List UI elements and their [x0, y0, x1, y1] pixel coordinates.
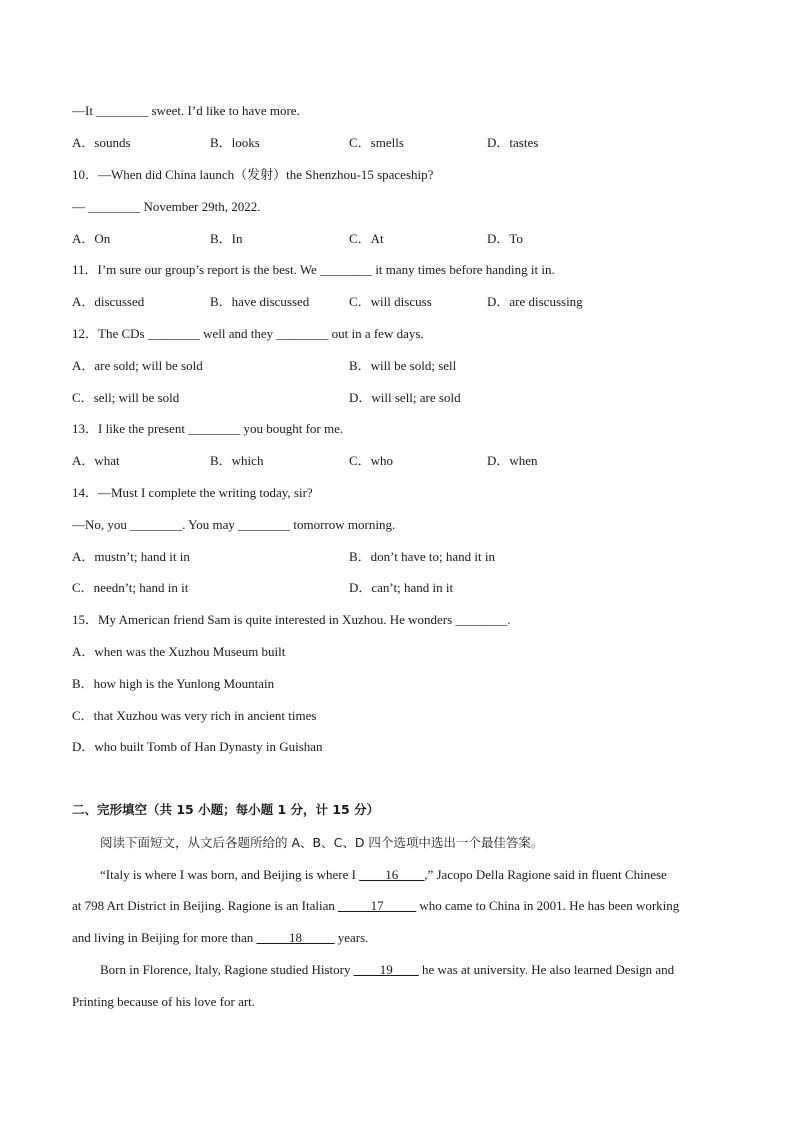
q13-option-d: D．when [487, 453, 538, 468]
q12-option-d: D．will sell; are sold [349, 390, 461, 405]
passage-p2-line2: Printing because of his love for art. [72, 994, 256, 1009]
q15-option-c: C．that Xuzhou was very rich in ancient times [72, 708, 317, 723]
passage-p2-line1 [100, 962, 674, 978]
q15-stem: 15．My American friend Sam is quite interested in Xuzhou. He wonders ________. [72, 612, 511, 627]
blank-16: ____16____ [359, 867, 425, 882]
q9-option-a: A．sounds [72, 135, 131, 150]
q13-option-b: B．which [210, 453, 264, 468]
q13-option-a: A．what [72, 453, 120, 468]
q9-answer-line: —It ________ sweet. I’d like to have more. [72, 103, 300, 118]
q12-option-c: C．sell; will be sold [72, 390, 180, 405]
q14-option-c: C．needn’t; hand in it [72, 580, 189, 595]
passage-text: who came to China in 2001. He has been working [416, 898, 680, 913]
q14-answer-line: —No, you ________. You may ________ tomorrow morning. [72, 517, 396, 532]
q12-option-a: A．are sold; will be sold [72, 358, 203, 373]
passage-text: Born in Florence, Italy, Ragione studied History [100, 962, 354, 977]
q14-option-d: D．can’t; hand in it [349, 580, 454, 595]
q10-option-d: D．To [487, 231, 523, 246]
q10-option-c: C．At [349, 231, 384, 246]
blank-18: _____18_____ [256, 930, 335, 945]
passage-p1-line1 [100, 867, 667, 883]
q14-option-a: A．mustn’t; hand it in [72, 549, 190, 564]
q15-option-d: D．who built Tomb of Han Dynasty in Guishan [72, 739, 323, 754]
q14-stem: 14．—Must I complete the writing today, sir? [72, 485, 313, 500]
q14-option-b: B．don’t have to; hand it in [349, 549, 495, 564]
passage-text: ,” Jacopo Della Ragione said in fluent Chinese [424, 867, 667, 882]
q15-option-b: B．how high is the Yunlong Mountain [72, 676, 275, 691]
q9-option-c: C．smells [349, 135, 404, 150]
blank-17: _____17_____ [338, 898, 417, 913]
passage-text: and living in Beijing for more than [72, 930, 257, 945]
q11-option-d: D．are discussing [487, 294, 583, 309]
section2-heading: 二、完形填空（共 15 小题；每小题 1 分，计 15 分） [72, 802, 380, 817]
q15-option-a: A．when was the Xuzhou Museum built [72, 644, 286, 659]
q9-option-d: D．tastes [487, 135, 539, 150]
q12-option-b: B．will be sold; sell [349, 358, 457, 373]
q11-option-a: A．discussed [72, 294, 145, 309]
passage-p1-line2 [72, 898, 679, 914]
q12-stem: 12．The CDs ________ well and they ________ out in a few days. [72, 326, 424, 341]
q10-answer-line: — ________ November 29th, 2022. [72, 199, 261, 214]
q13-option-c: C．who [349, 453, 394, 468]
q11-option-b: B．have discussed [210, 294, 310, 309]
passage-text: at 798 Art District in Beijing. Ragione is an Italian [72, 898, 339, 913]
q13-stem: 13．I like the present ________ you bought for me. [72, 421, 344, 436]
q11-stem: 11．I’m sure our group’s report is the best. We ________ it many times before handing it in. [72, 262, 555, 277]
q10-stem: 10．—When did China launch（发射）the Shenzhou-15 spaceship? [72, 167, 434, 182]
q10-option-b: B．In [210, 231, 243, 246]
passage-text: years. [334, 930, 369, 945]
blank-19: ____19____ [353, 962, 419, 977]
q9-option-b: B．looks [210, 135, 260, 150]
section2-instruction: 阅读下面短文，从文后各题所给的 A、B、C、D 四个选项中选出一个最佳答案。 [100, 835, 544, 850]
passage-p1-line3 [72, 930, 368, 946]
passage-text: he was at university. He also learned Design and [418, 962, 675, 977]
passage-text: “Italy is where I was born, and Beijing is where I [100, 867, 360, 882]
q11-option-c: C．will discuss [349, 294, 432, 309]
q10-option-a: A．On [72, 231, 111, 246]
